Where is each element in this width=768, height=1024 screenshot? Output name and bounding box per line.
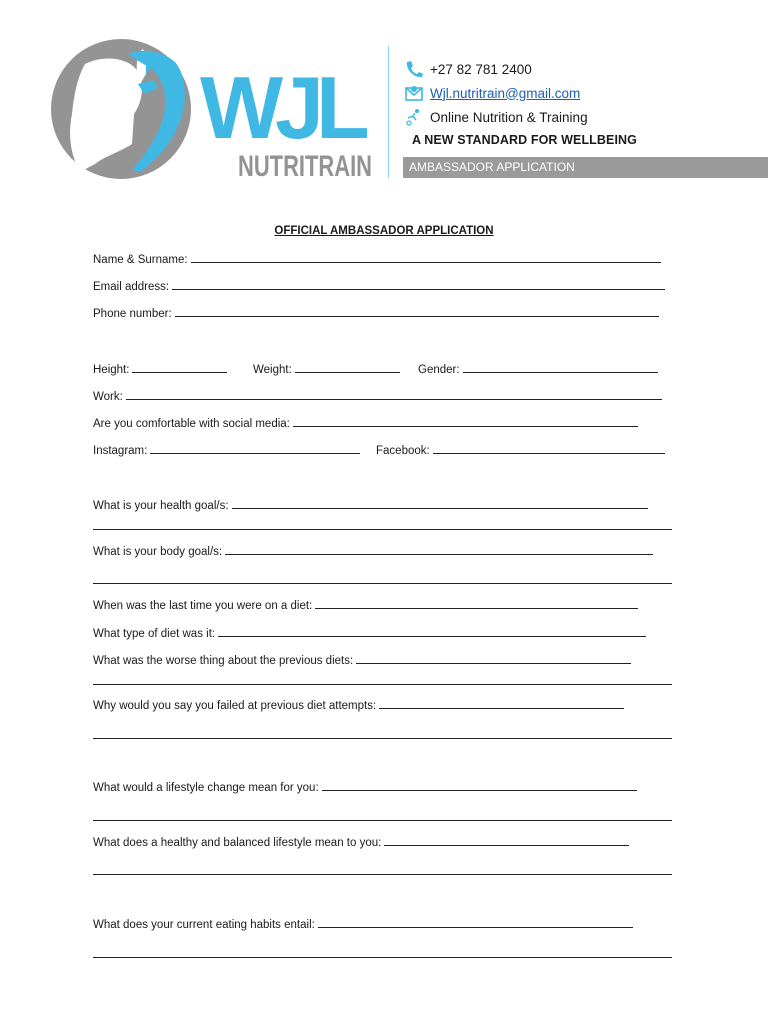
logo-text-primary: WJL (200, 58, 362, 157)
field-label: What is your health goal/s: (93, 500, 229, 512)
field-label: What is your body goal/s: (93, 546, 223, 558)
field-label: What would a lifestyle change mean for you: (93, 782, 319, 794)
field-label: Are you comfortable with social media: (93, 418, 290, 430)
field-phone[interactable] (93, 306, 659, 320)
field-body-goal[interactable] (93, 544, 653, 558)
form-title: OFFICIAL AMBASSADOR APPLICATION (274, 225, 494, 237)
field-label: What does your current eating habits entail: (93, 919, 315, 931)
field-social-media[interactable] (93, 416, 638, 430)
field-email[interactable] (93, 279, 665, 293)
field-weight[interactable] (253, 362, 400, 376)
field-lifestyle-change[interactable] (93, 780, 637, 794)
header-divider (388, 46, 389, 178)
answer-line[interactable] (93, 874, 672, 875)
answer-line[interactable] (93, 529, 672, 530)
field-diet-type[interactable] (93, 626, 646, 640)
field-label: Height: (93, 364, 130, 376)
field-instagram[interactable] (93, 443, 360, 457)
field-gender[interactable] (418, 362, 658, 376)
field-work[interactable] (93, 389, 662, 403)
field-label: When was the last time you were on a diet: (93, 600, 313, 612)
wjl-nutritrain-logo (50, 44, 380, 184)
answer-line[interactable] (93, 684, 672, 685)
service-text: Online Nutrition & Training (430, 109, 588, 125)
field-health-goal[interactable] (93, 498, 648, 512)
answer-line[interactable] (93, 957, 672, 958)
field-label: What was the worse thing about the previous diets: (93, 655, 354, 667)
field-label: Instagram: (93, 445, 148, 457)
email-icon (404, 84, 424, 102)
field-label: What type of diet was it: (93, 628, 216, 640)
tagline: A NEW STANDARD FOR WELLBEING (412, 133, 638, 147)
email-link[interactable]: Wjl.nutritrain@gmail.com (430, 85, 581, 101)
field-label: Phone number: (93, 308, 172, 320)
field-failed-attempts[interactable] (93, 698, 624, 712)
field-label: Facebook: (376, 445, 430, 457)
contact-phone (404, 60, 532, 78)
field-label: Work: (93, 391, 123, 403)
phone-icon (404, 60, 424, 78)
field-facebook[interactable] (376, 443, 665, 457)
field-label: Weight: (253, 364, 292, 376)
field-label: Name & Surname: (93, 254, 188, 266)
contact-email (404, 84, 580, 102)
field-balanced-lifestyle[interactable] (93, 835, 629, 849)
field-height[interactable] (93, 362, 227, 376)
field-label: What does a healthy and balanced lifestyle mean to you: (93, 837, 382, 849)
field-eating-habits[interactable] (93, 917, 633, 931)
field-name[interactable] (93, 252, 661, 266)
field-worse-thing[interactable] (93, 653, 631, 667)
field-label: Gender: (418, 364, 460, 376)
contact-service (404, 108, 588, 126)
logo-text-secondary: NUTRITRAIN (238, 150, 372, 183)
field-label: Email address: (93, 281, 170, 293)
field-label: Why would you say you failed at previous diet attempts: (93, 700, 377, 712)
fitness-icon (404, 108, 424, 126)
application-banner: AMBASSADOR APPLICATION (403, 157, 768, 178)
phone-number: +27 82 781 2400 (430, 61, 532, 77)
answer-line[interactable] (93, 738, 672, 739)
answer-line[interactable] (93, 820, 672, 821)
answer-line[interactable] (93, 583, 672, 584)
field-last-diet[interactable] (93, 598, 638, 612)
